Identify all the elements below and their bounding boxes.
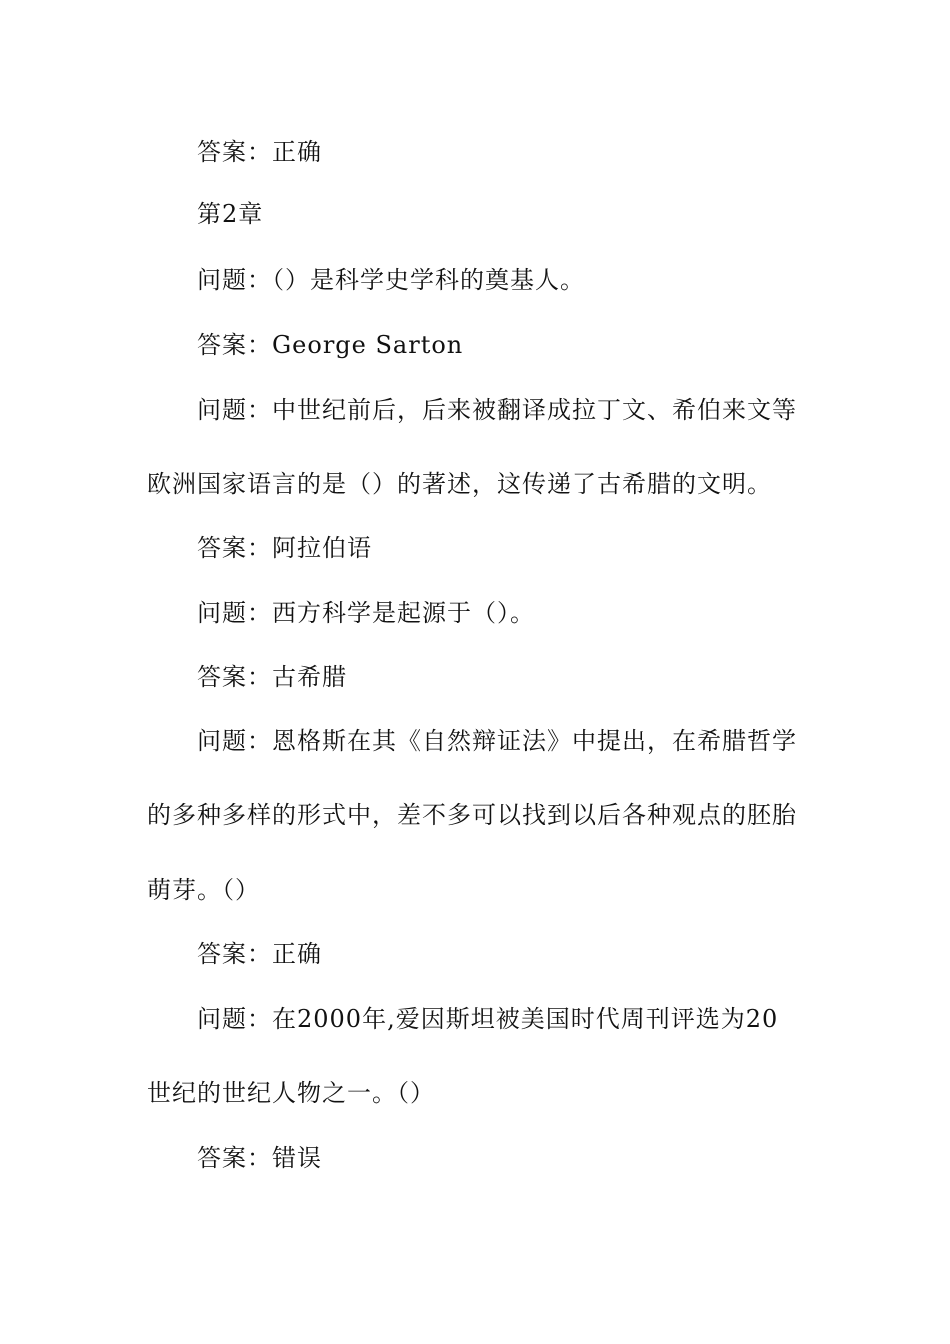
answer-line: 答案：正确 [197, 138, 322, 166]
question-line: 问题：在2000年,爱因斯坦被美国时代周刊评选为20 [197, 1005, 779, 1033]
question-line: 问题：中世纪前后，后来被翻译成拉丁文、希伯来文等 [197, 396, 797, 424]
answer-line: 答案：George Sarton [197, 331, 464, 359]
chapter-heading: 第2章 [197, 200, 264, 228]
answer-line: 答案：错误 [197, 1144, 322, 1172]
question-line: 问题：西方科学是起源于（）。 [197, 599, 535, 627]
answer-line: 答案：正确 [197, 940, 322, 968]
question-continuation-line: 世纪的世纪人物之一。（） [147, 1079, 435, 1107]
question-line: 问题：（）是科学史学科的奠基人。 [197, 266, 585, 294]
question-line: 问题：恩格斯在其《自然辩证法》中提出，在希腊哲学 [197, 727, 797, 755]
question-continuation-line: 的多种多样的形式中，差不多可以找到以后各种观点的胚胎 [147, 801, 797, 829]
question-continuation-line: 欧洲国家语言的是（）的著述，这传递了古希腊的文明。 [147, 470, 772, 498]
question-continuation-line: 萌芽。（） [147, 876, 260, 904]
answer-line: 答案：阿拉伯语 [197, 534, 372, 562]
answer-line: 答案：古希腊 [197, 663, 347, 691]
